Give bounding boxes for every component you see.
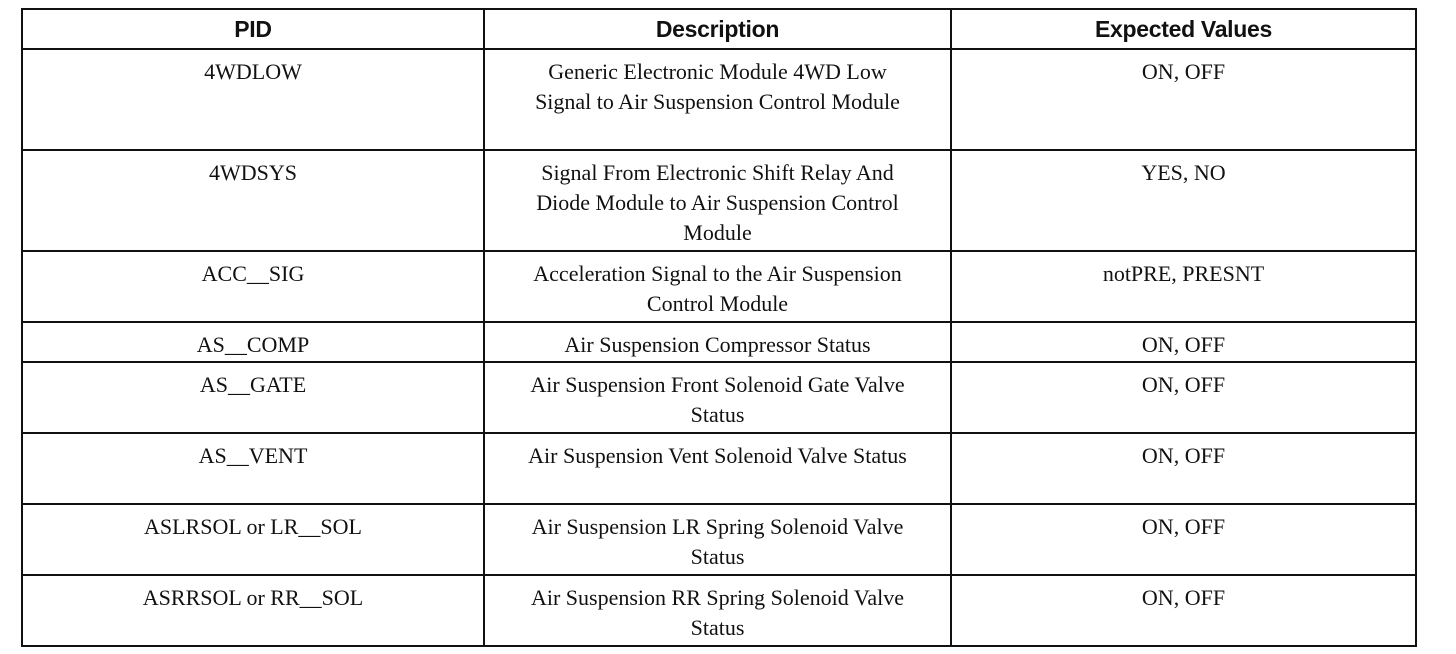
pid-cell: ASLRSOL or LR__SOL [22, 504, 484, 575]
pid-cell: ASRRSOL or RR__SOL [22, 575, 484, 646]
table-row [22, 49, 1416, 150]
description-cell: Air Suspension RR Spring Solenoid Valve Status [484, 575, 951, 646]
header-description: Description [484, 9, 951, 49]
pid-cell: 4WDSYS [22, 150, 484, 251]
description-cell: Signal From Electronic Shift Relay And Diode Module to Air Suspension Control Module [484, 150, 951, 251]
description-cell: Acceleration Signal to the Air Suspension Control Module [484, 251, 951, 322]
expected-values-cell: notPRE, PRESNT [951, 251, 1416, 322]
expected-values-cell: YES, NO [951, 150, 1416, 251]
table-row [22, 504, 1416, 575]
header-expected-values: Expected Values [951, 9, 1416, 49]
description-cell: Air Suspension Compressor Status [484, 322, 951, 362]
header-row [22, 9, 1416, 49]
pid-table [21, 8, 1417, 647]
table-row [22, 362, 1416, 433]
pid-cell: AS__COMP [22, 322, 484, 362]
description-cell: Air Suspension Vent Solenoid Valve Status [484, 433, 951, 504]
table-row [22, 150, 1416, 251]
header-pid: PID [22, 9, 484, 49]
expected-values-cell: ON, OFF [951, 362, 1416, 433]
pid-table-container [21, 8, 1415, 647]
pid-cell: AS__GATE [22, 362, 484, 433]
pid-cell: 4WDLOW [22, 49, 484, 150]
expected-values-cell: ON, OFF [951, 433, 1416, 504]
expected-values-cell: ON, OFF [951, 504, 1416, 575]
table-row [22, 251, 1416, 322]
table-row [22, 322, 1416, 362]
expected-values-cell: ON, OFF [951, 49, 1416, 150]
expected-values-cell: ON, OFF [951, 322, 1416, 362]
description-cell: Air Suspension LR Spring Solenoid Valve Status [484, 504, 951, 575]
description-cell: Generic Electronic Module 4WD Low Signal to Air Suspension Control Module [484, 49, 951, 150]
pid-cell: ACC__SIG [22, 251, 484, 322]
pid-cell: AS__VENT [22, 433, 484, 504]
table-row [22, 433, 1416, 504]
description-cell: Air Suspension Front Solenoid Gate Valve Status [484, 362, 951, 433]
expected-values-cell: ON, OFF [951, 575, 1416, 646]
table-row [22, 575, 1416, 646]
